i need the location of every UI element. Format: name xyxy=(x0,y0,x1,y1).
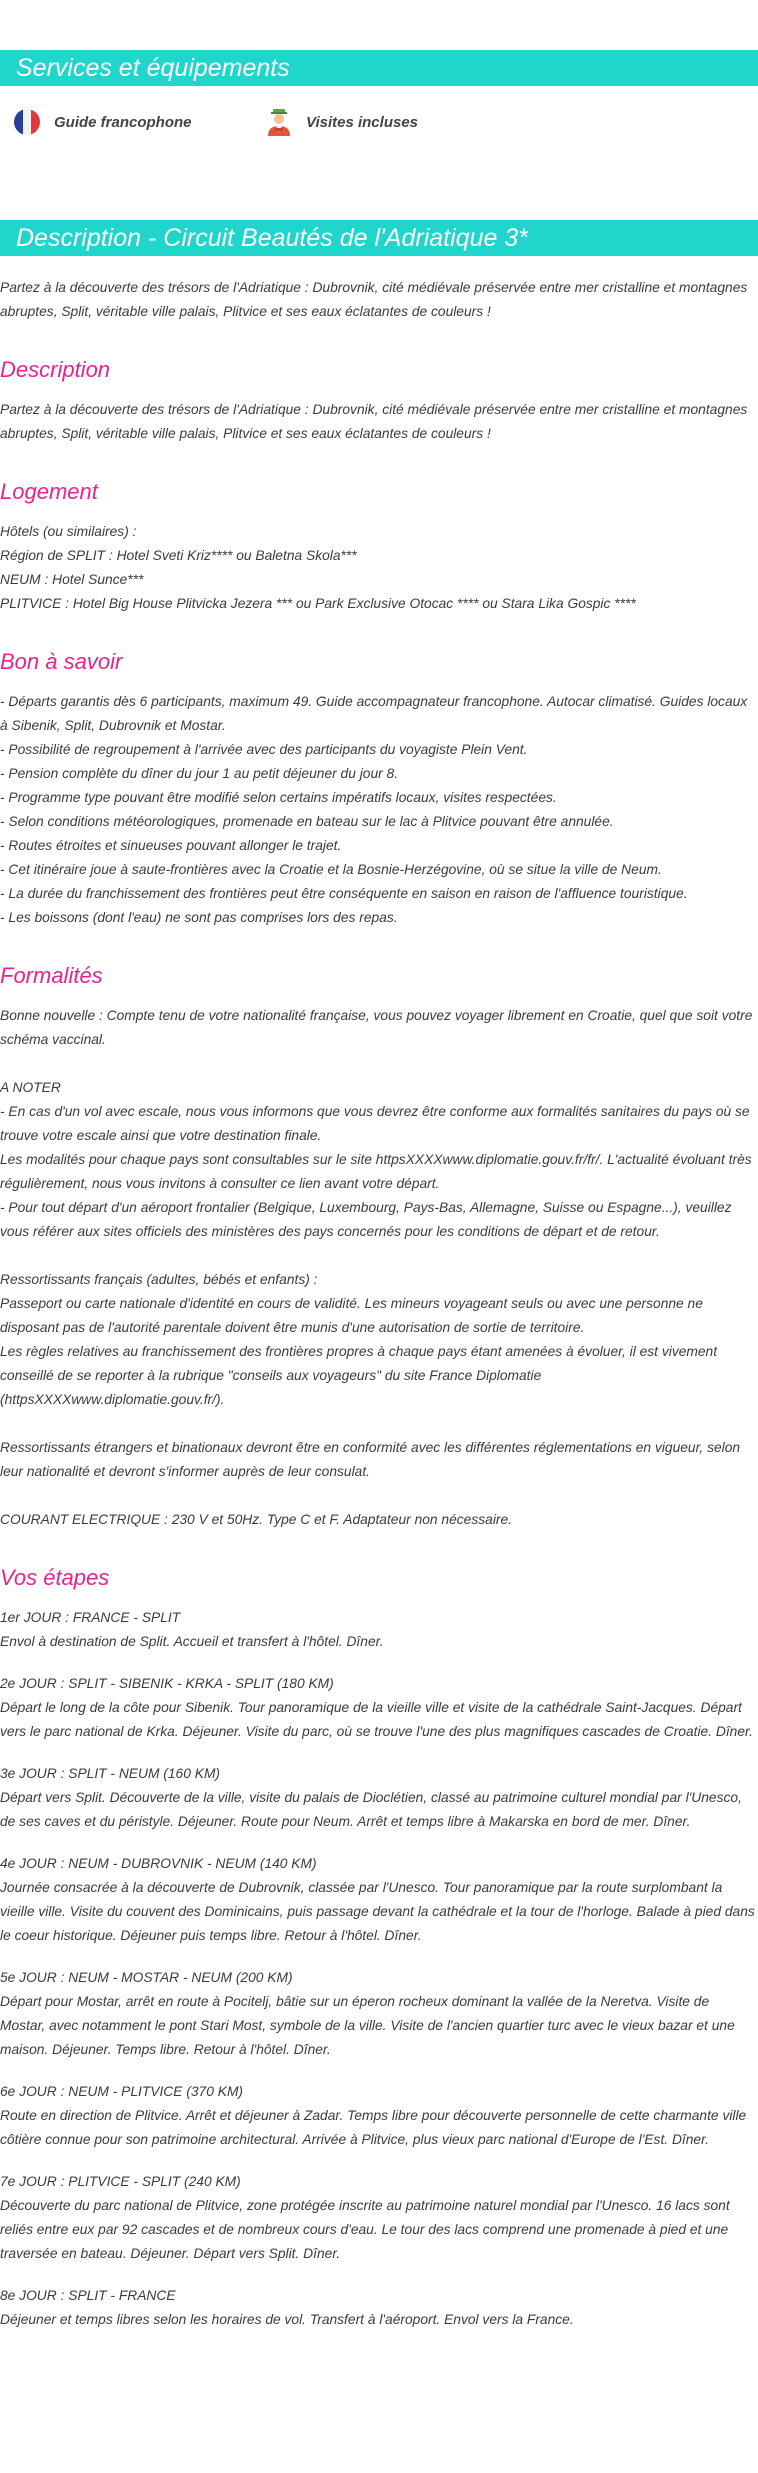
bon-a-savoir-text: - Départs garantis dès 6 participants, maximum 49. Guide accompagnateur francophone. Autocar climatisé. Guides locaux à Sibenik, Split, Dubrovnik et Mostar. - Possibilité de regroupement à l'arrivée avec des participants du voyagiste Plein Vent. - Pension complète du dîner du jour 1 au petit déjeuner du jour 8. - Programme type pouvant être modifié selon certains impératifs locaux, visites respectées. - Selon conditions météorologiques, promenade en bateau sur le lac à Plitvice pouvant être annulée. - Routes étroites et sinueuses pouvant allonger le trajet. - Cet itinéraire joue à saute-frontières avec la Croatie et la Bosnie-Herzégovine, où se situe la ville de Neum. - La durée du franchissement des frontières peut être conséquente en saison en raison de l'affluence touristique. - Les boissons (dont l'eau) ne sont pas comprises lors des repas. xyxy=(0,694,748,925)
step-item xyxy=(0,2080,758,2152)
step-item xyxy=(0,1966,758,2062)
tour-guide-icon xyxy=(264,107,294,137)
step-item xyxy=(0,2170,758,2266)
step-heading: 3e JOUR : SPLIT - NEUM (160 KM) xyxy=(0,1766,221,1781)
feature-visits-label: Visites incluses xyxy=(306,113,419,131)
french-flag-icon xyxy=(12,107,42,137)
step-heading: 1er JOUR : FRANCE - SPLIT xyxy=(0,1610,181,1625)
formalites-p2: A NOTER - En cas d'un vol avec escale, nous vous informons que vous devrez être conforme aux formalités sanitaires du pays où se trouve votre escale ainsi que votre destination finale. Les modalités pour chaque pays sont consultables sur le site httpsXXXXwww.diplomatie.gouv.fr/fr/. L'actualité évoluant très régulièrement, nous vous invitons à consulter ce lien avant votre départ. - Pour tout départ d'un aéroport frontalier (Belgique, Luxembourg, Pays-Bas, Allemagne, Suisse ou Espagne...), veuillez vous référer aux sites officiels des ministères des pays concernés pour les conditions de départ et de retour. xyxy=(0,1080,752,1239)
step-text: Déjeuner et temps libres selon les horaires de vol. Transfert à l'aéroport. Envol vers la France. xyxy=(0,2312,574,2327)
feature-visits xyxy=(264,107,516,137)
step-text: Départ le long de la côte pour Sibenik. Tour panoramique de la vieille ville et visite de la cathédrale Saint-Jacques. Départ vers le parc national de Krka. Déjeuner. Visite du parc, où se trouve l'une des plus magnifiques cascades de Croatie. Dîner. xyxy=(0,1700,753,1739)
formalites-p5: COURANT ELECTRIQUE : 230 V et 50Hz. Type C et F. Adaptateur non nécessaire. xyxy=(0,1512,512,1527)
step-heading: 5e JOUR : NEUM - MOSTAR - NEUM (200 KM) xyxy=(0,1970,293,1985)
step-item xyxy=(0,1762,758,1834)
feature-guide xyxy=(12,107,264,137)
step-item xyxy=(0,1672,758,1744)
features-row xyxy=(0,86,758,158)
intro-text: Partez à la découverte des trésors de l'Adriatique : Dubrovnik, cité médiévale préservée entre mer cristalline et montagnes abruptes, Split, véritable ville palais, Plitvice et ses eaux éclatantes de couleurs ! xyxy=(0,280,748,319)
step-heading: 7e JOUR : PLITVICE - SPLIT (240 KM) xyxy=(0,2174,241,2189)
formalites-title: Formalités xyxy=(0,963,103,988)
etapes-title: Vos étapes xyxy=(0,1565,110,1590)
page xyxy=(0,50,758,2372)
formalites-p1: Bonne nouvelle : Compte tenu de votre nationalité française, vous pouvez voyager librement en Croatie, quel que soit votre schéma vaccinal. xyxy=(0,1008,753,1047)
description-title: Description xyxy=(0,357,111,382)
step-text: Journée consacrée à la découverte de Dubrovnik, classée par l'Unesco. Tour panoramique par la route surplombant la vieille ville. Visite du couvent des Dominicains, puis passage devant la cathédrale et la tour de l'horloge. Balade à pied dans le coeur historique. Déjeuner puis temps libre. Retour à l'hôtel. Dîner. xyxy=(0,1880,755,1943)
description-text: Partez à la découverte des trésors de l'Adriatique : Dubrovnik, cité médiévale préservée entre mer cristalline et montagnes abruptes, Split, véritable ville palais, Plitvice et ses eaux éclatantes de couleurs ! xyxy=(0,402,748,441)
step-text: Départ vers Split. Découverte de la ville, visite du palais de Dioclétien, classé au patrimoine culturel mondial par l'Unesco, de ses caves et du péristyle. Déjeuner. Route pour Neum. Arrêt et temps libre à Makarska en bord de mer. Dîner. xyxy=(0,1790,742,1829)
step-text: Découverte du parc national de Plitvice, zone protégée inscrite au patrimoine naturel mondial par l'Unesco. 16 lacs sont reliés entre eux par 92 cascades et de nombreux cours d'eau. Le tour des lacs comprend une promenade à pied et une traversée en bateau. Déjeuner. Départ vers Split. Dîner. xyxy=(0,2198,730,2261)
bon-a-savoir-title: Bon à savoir xyxy=(0,649,123,674)
feature-guide-label: Guide francophone xyxy=(54,113,192,131)
step-heading: 2e JOUR : SPLIT - SIBENIK - KRKA - SPLIT (180 KM) xyxy=(0,1676,334,1691)
step-text: Route en direction de Plitvice. Arrêt et déjeuner à Zadar. Temps libre pour découverte personnelle de cette charmante ville côtière connue pour son patrimoine architectural. Arrivée à Plitvice, plus vieux parc national d'Europe de l'Est. Dîner. xyxy=(0,2108,747,2147)
step-item xyxy=(0,2284,758,2332)
logement-text: Hôtels (ou similaires) : Région de SPLIT : Hotel Sveti Kriz**** ou Baletna Skola*** NEUM : Hotel Sunce*** PLITVICE : Hotel Big House Plitvicka Jezera *** ou Park Exclusive Otocac **** ou Stara Lika Gospic **** xyxy=(0,524,636,611)
step-text: Envol à destination de Split. Accueil et transfert à l'hôtel. Dîner. xyxy=(0,1634,384,1649)
logement-title: Logement xyxy=(0,479,98,504)
step-item xyxy=(0,1606,758,1654)
services-banner: Services et équipements xyxy=(0,50,758,86)
step-heading: 4e JOUR : NEUM - DUBROVNIK - NEUM (140 KM) xyxy=(0,1856,317,1871)
step-heading: 6e JOUR : NEUM - PLITVICE (370 KM) xyxy=(0,2084,244,2099)
step-item xyxy=(0,1852,758,1948)
etapes-list xyxy=(0,1606,758,2332)
step-heading: 8e JOUR : SPLIT - FRANCE xyxy=(0,2288,176,2303)
step-text: Départ pour Mostar, arrêt en route à Pocitelj, bâtie sur un éperon rocheux dominant la vallée de la Neretva. Visite de Mostar, avec notamment le pont Stari Most, symbole de la ville. Visite de l'ancien quartier turc avec le vieux bazar et une maison. Déjeuner. Temps libre. Retour à l'hôtel. Dîner. xyxy=(0,1994,735,2057)
description-banner: Description - Circuit Beautés de l'Adriatique 3* xyxy=(0,220,758,256)
formalites-p3: Ressortissants français (adultes, bébés et enfants) : Passeport ou carte nationale d'identité en cours de validité. Les mineurs voyageant seuls ou avec une personne ne disposant pas de l'autorité parentale doivent être munis d'une autorisation de sortie de territoire. Les règles relatives au franchissement des frontières propres à chaque pays étant amenées à évoluer, il est vivement conseillé de se reporter à la rubrique "conseils aux voyageurs" du site France Diplomatie (httpsXXXXwww.diplomatie.gouv.fr/). xyxy=(0,1272,718,1407)
formalites-p4: Ressortissants étrangers et binationaux devront être en conformité avec les différentes réglementations en vigueur, selon leur nationalité et devront s'informer auprès de leur consulat. xyxy=(0,1440,741,1479)
